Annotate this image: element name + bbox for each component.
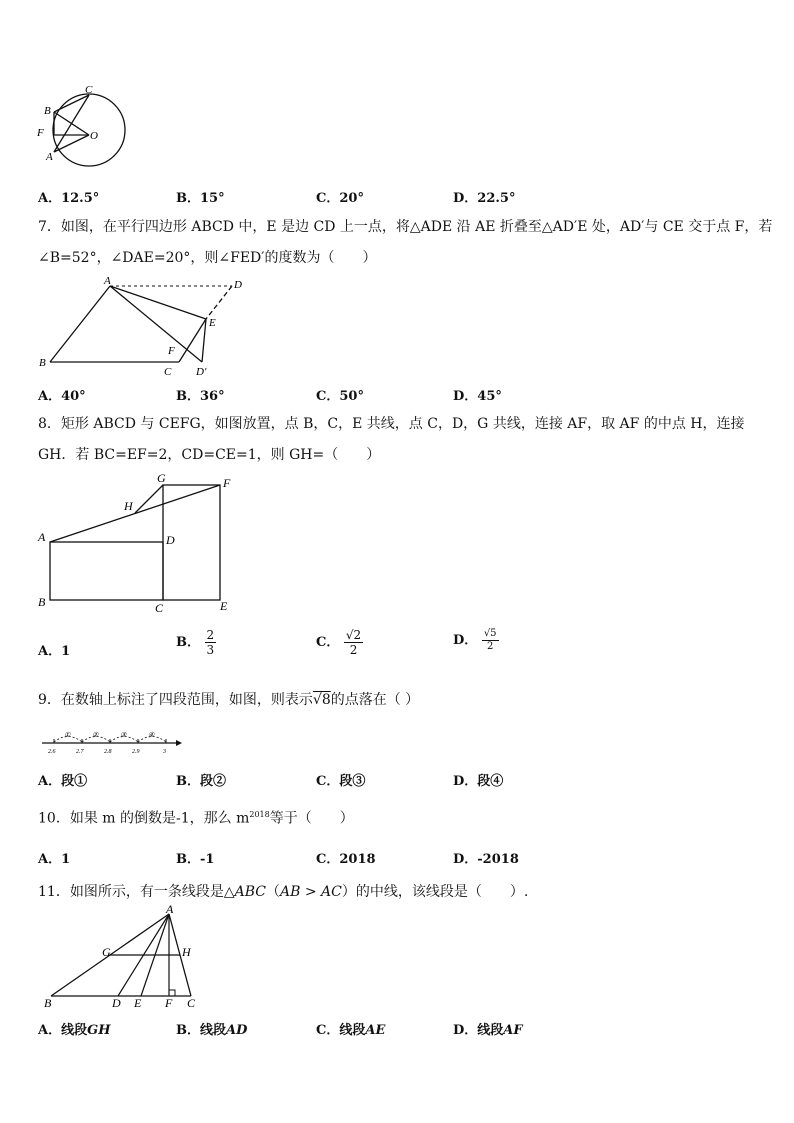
q6-label-f: F (37, 127, 44, 139)
q11-option-c: C．线段AE (316, 1023, 386, 1038)
q6-option-b: B．15° (176, 191, 225, 206)
q8-stem-line1: 8．矩形 ABCD 与 CEFG，如图放置，点 B，C，E 共线，点 C，D，G 共线，连接 AF，取 AF 的中点 H，连接 (38, 416, 745, 432)
q7-label-c: C (164, 366, 172, 378)
q11-label-h: H (182, 945, 191, 959)
q11-condition: AB > AC (279, 884, 342, 900)
q8-label-c: C (155, 601, 164, 615)
q8-label-d: D (166, 533, 175, 547)
q10-option-b: B．-1 (176, 852, 215, 867)
q9-segment-4: ④ (148, 731, 155, 739)
q9-radical: √8 (312, 692, 331, 708)
q8-option-b-fraction: $\frac{2}{3}$ (206, 628, 215, 657)
q7-label-e: E (209, 317, 216, 329)
q11-option-a: A．线段GH (38, 1023, 111, 1038)
q7-label-f: F (168, 345, 175, 357)
q7-option-c: C．50° (316, 389, 364, 404)
q9-segment-3: ③ (120, 731, 127, 739)
q8-label-f: F (223, 476, 231, 490)
q7-option-b: B．36° (176, 389, 225, 404)
q10-option-a: A．1 (38, 852, 71, 867)
q11-option-b: B．线段AD (176, 1023, 248, 1038)
q7-option-a: A．40° (38, 389, 86, 404)
q8-option-a: A．1 (38, 644, 71, 659)
q6-label-o: O (90, 130, 98, 142)
q8-option-b: B． $\frac{2}{3}$ (176, 628, 215, 657)
q9-tick-label-4: 2.9 (132, 749, 140, 755)
q11-label-f: F (165, 996, 173, 1010)
q9-option-d: D．段④ (453, 774, 504, 789)
q6-option-d: D．22.5° (453, 191, 516, 206)
q8-option-c-fraction: $\frac{√2}{2}$ (345, 628, 362, 657)
q8-option-d-fraction: $\frac{√5}{2}$ (483, 628, 497, 652)
q11-label-e: E (134, 996, 142, 1010)
q8-rectangles-figure (36, 470, 236, 615)
q7-stem-line1: 7．如图，在平行四边形 ABCD 中，E 是边 CD 上一点，将△ADE 沿 AE 折叠至△AD′E 处，AD′与 CE 交于点 F，若 (38, 219, 773, 235)
q11-stem: 11．如图所示，有一条线段是△ABC（AB > AC）的中线，该线段是（ ）. (38, 884, 529, 900)
q6-option-a: A．12.5° (38, 191, 100, 206)
q6-label-a: A (46, 151, 53, 163)
q8-label-g: G (157, 471, 166, 485)
q9-tick-label-1: 2.6 (48, 749, 56, 755)
q7-label-a: A (104, 275, 111, 287)
q7-label-dprime: D′ (196, 366, 207, 378)
q7-label-d: D (234, 279, 242, 291)
q10-exponent: 2018 (249, 810, 270, 819)
q9-tick-label-5: 3 (163, 749, 166, 755)
q8-stem-line2: GH．若 BC=EF=2，CD=CE=1，则 GH=（ ） (38, 447, 381, 463)
q9-segment-1: ① (64, 731, 71, 739)
q9-option-c: C．段③ (316, 774, 366, 789)
q10-option-c: C．2018 (316, 852, 376, 867)
q7-option-d: D．45° (453, 389, 502, 404)
q7-label-b: B (39, 357, 46, 369)
q9-option-a: A．段① (38, 774, 88, 789)
q9-segment-2: ② (92, 731, 99, 739)
q9-tick-label-3: 2.8 (104, 749, 112, 755)
q11-label-c: C (187, 996, 196, 1010)
q8-label-h: H (124, 499, 133, 513)
q8-label-e: E (220, 599, 228, 613)
q11-label-b: B (44, 996, 52, 1010)
q6-option-c: C．20° (316, 191, 364, 206)
q8-option-d: D． $\frac{√5}{2}$ (453, 628, 497, 652)
q10-stem: 10．如果 m 的倒数是-1，那么 $m^{2018}$等于（ ） (38, 810, 354, 827)
q11-triangle: △ABC (223, 884, 266, 900)
q8-label-b: B (38, 595, 46, 609)
q6-label-b: B (44, 105, 51, 117)
q6-circle-figure (32, 80, 132, 172)
q11-label-g: G (102, 945, 111, 959)
q8-option-c: C． $\frac{√2}{2}$ (316, 628, 362, 657)
q9-stem: 9．在数轴上标注了四段范围，如图，则表示√8的点落在（ ） (38, 692, 420, 708)
q11-label-a: A (166, 904, 174, 916)
q7-stem-line2: ∠B=52°，∠DAE=20°，则∠FED′的度数为（ ） (38, 250, 377, 266)
q9-number-line-figure (38, 725, 188, 757)
q7-parallelogram-figure (36, 274, 256, 378)
q10-option-d: D．-2018 (453, 852, 519, 867)
q11-triangle-figure (38, 904, 208, 1012)
q6-label-c: C (85, 84, 93, 96)
q8-label-a: A (38, 530, 46, 544)
q9-option-b: B．段② (176, 774, 227, 789)
q11-option-d: D．线段AF (453, 1023, 523, 1038)
q11-label-d: D (112, 996, 121, 1010)
q9-tick-label-2: 2.7 (76, 749, 84, 755)
